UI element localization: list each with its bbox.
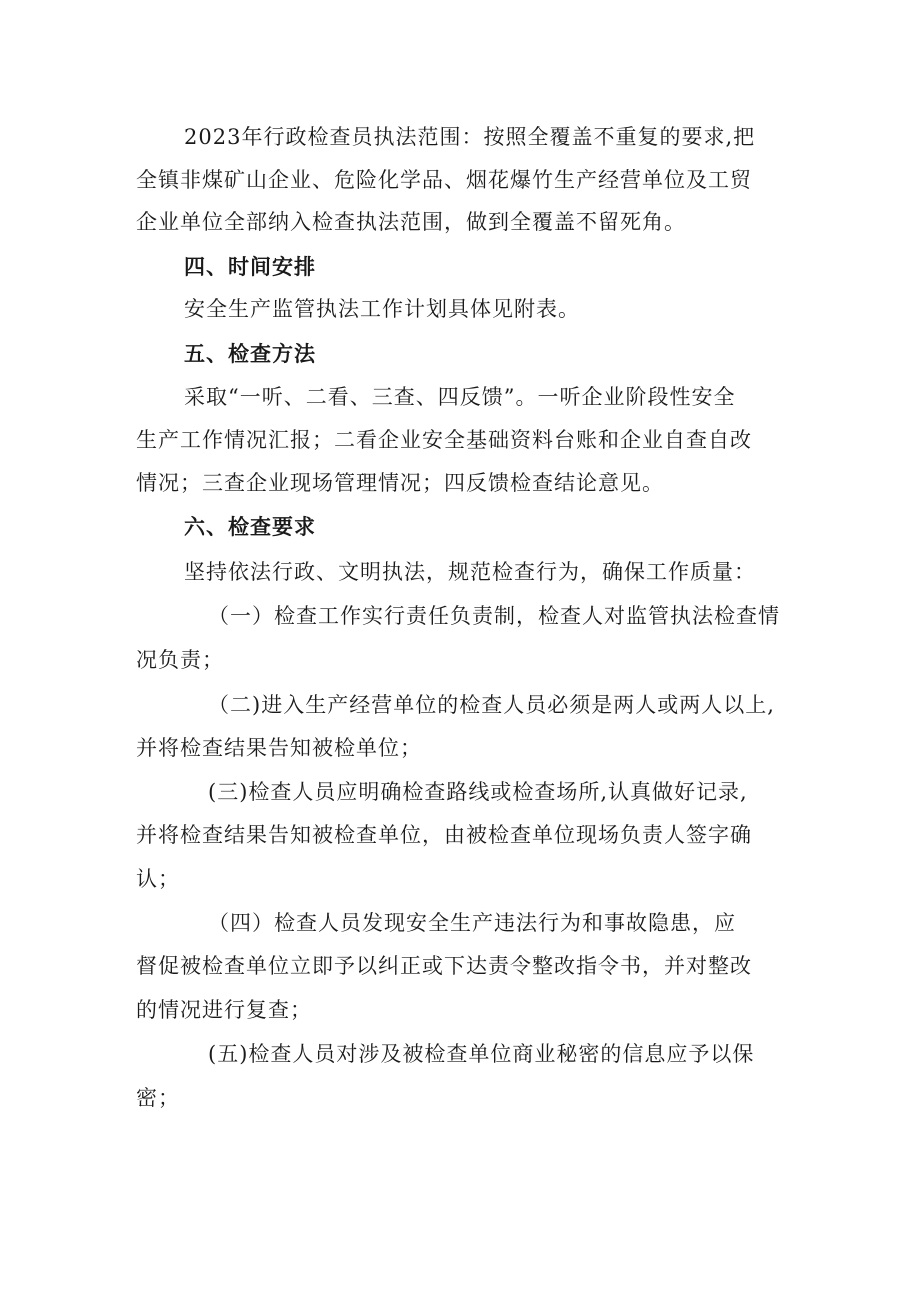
paragraph-method-line-3: 情况；三查企业现场管理情况；四反馈检查结论意见。: [136, 471, 664, 495]
requirement-item-3-line-1: (三)检查人员应明确检查路线或检查场所,认真做好记录,: [208, 780, 748, 804]
requirement-item-3-line-3: 认；: [136, 867, 180, 891]
section-heading-inspection-requirements: 六、检查要求: [184, 515, 316, 539]
requirement-item-5-line-2: 密；: [136, 1086, 180, 1110]
paragraph-scope-line-3: 企业单位全部纳入检查执法范围，做到全覆盖不留死角。: [136, 210, 686, 234]
requirement-item-3-line-2: 并将检查结果告知被检查单位，由被检查单位现场负责人签字确: [136, 823, 752, 847]
requirement-item-2-line-1: （二)进入生产经营单位的检查人员必须是两人或两人以上,: [208, 693, 775, 717]
requirement-item-4-line-3: 的情况进行复查；: [136, 998, 312, 1022]
paragraph-scope-line-1: 2023年行政检查员执法范围：按照全覆盖不重复的要求,把: [184, 125, 756, 149]
requirement-item-4-line-1: （四）检查人员发现安全生产违法行为和事故隐患，应: [208, 911, 736, 935]
section-heading-inspection-method: 五、检查方法: [184, 342, 316, 366]
requirement-item-2-line-2: 并将检查结果告知被检单位；: [136, 736, 422, 760]
requirement-item-1-line-1: （一）检查工作实行责任负责制，检查人对监管执法检查情: [208, 604, 780, 628]
section-heading-time-schedule: 四、时间安排: [184, 255, 316, 279]
paragraph-method-line-2: 生产工作情况汇报；二看企业安全基础资料台账和企业自查自改: [136, 428, 752, 452]
requirement-item-1-line-2: 况负责；: [136, 648, 224, 672]
paragraph-method-line-1: 采取“一听、二看、三查、四反馈”。一听企业阶段性安全: [184, 385, 736, 409]
paragraph-scope-line-2: 全镇非煤矿山企业、危险化学品、烟花爆竹生产经营单位及工贸: [136, 168, 752, 192]
paragraph-requirements-intro: 坚持依法行政、文明执法，规范检查行为，确保工作质量：: [184, 560, 756, 584]
paragraph-schedule: 安全生产监管执法工作计划具体见附表。: [184, 297, 580, 321]
requirement-item-5-line-1: (五)检查人员对涉及被检查单位商业秘密的信息应予以保: [208, 1042, 755, 1066]
requirement-item-4-line-2: 督促被检查单位立即予以纠正或下达责令整改指令书，并对整改: [136, 954, 752, 978]
